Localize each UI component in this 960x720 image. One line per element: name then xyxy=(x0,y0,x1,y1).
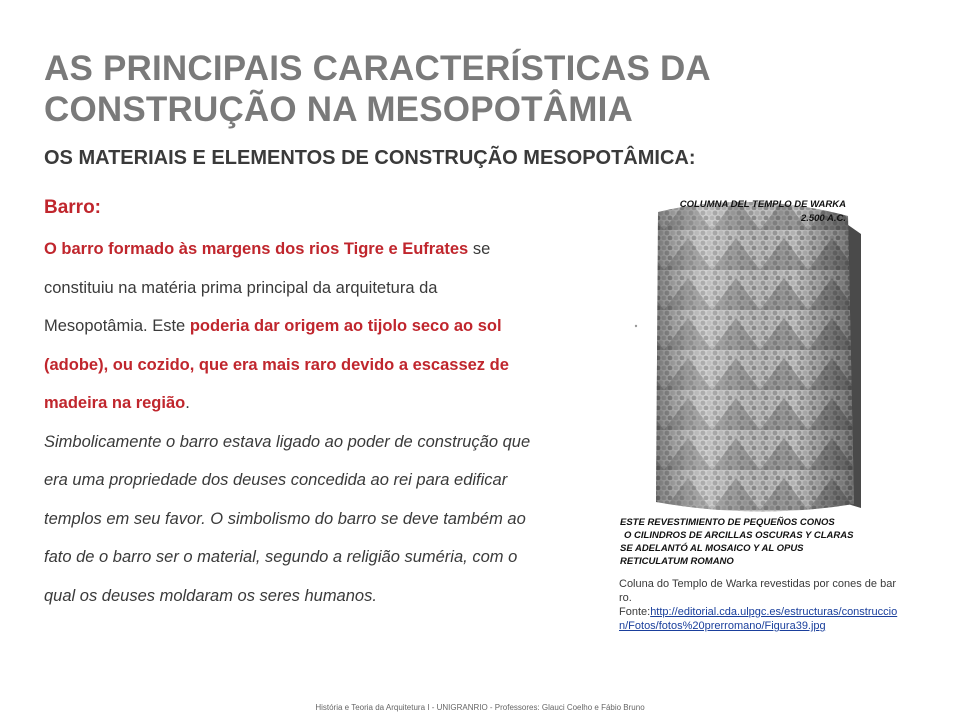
title-line-2: CONSTRUÇÃO NA MESOPOTÂMIA xyxy=(44,90,633,129)
paragraph-barro xyxy=(44,230,544,423)
paragraph-end: . xyxy=(185,394,190,412)
highlight-adobe: poderia dar origem ao tijolo seco ao sol (adobe), ou cozido, que era mais raro devido a escassez de madeira na região xyxy=(44,317,509,412)
caption-source-label: Fonte: xyxy=(619,606,651,618)
paragraph-symbolism: Simbolicamente o barro estava ligado ao poder de construção que era uma propriedade dos deuses concedida ao rei para edificar templos em seu favor. O simbolismo do barro se deve também ao fato de o barro ser o material, segundo a religião suméria, com o qual os deuses moldaram os seres humanos. xyxy=(44,432,531,605)
figure-caption xyxy=(619,577,899,633)
source-link[interactable]: http://editorial.cda.ulpgc.es/estructuras/construccion/Fotos/fotos%20prerromano/Figura39.jpg xyxy=(619,606,898,632)
slide-footer: História e Teoria da Arquitetura I - UNIGRANRIO - Professores: Glauci Coelho e Fábio Bruno xyxy=(315,703,645,712)
figure-label-title: COLUMNA DEL TEMPLO DE WARKA xyxy=(679,199,846,210)
figure-label-date: 2.500 A.C. xyxy=(800,213,846,224)
section-heading: Barro: xyxy=(44,197,102,218)
paragraph-text: se constituiu na matéria prima principal da arquitetura da Mesopotâmia. Este xyxy=(44,240,491,335)
highlight-rivers: O barro formado às margens dos rios Tigre e Eufrates xyxy=(44,240,469,258)
figure-label-line-1: ESTE REVESTIMIENTO DE PEQUEÑOS CONOS xyxy=(620,517,835,528)
caption-text: Coluna do Templo de Warka revestidas por cones de barro. xyxy=(619,578,896,604)
title-line-1: AS PRINCIPAIS CARACTERÍSTICAS DA xyxy=(44,49,711,88)
warka-column-figure xyxy=(616,190,898,578)
figure-label-line-3: SE ADELANTÓ AL MOSAICO Y AL OPUS xyxy=(620,543,804,554)
column-illustration xyxy=(616,190,898,578)
text-content xyxy=(44,196,544,615)
slide-subtitle: OS MATERIAIS E ELEMENTOS DE CONSTRUÇÃO MESOPOTÂMICA: xyxy=(44,147,696,169)
slide-title xyxy=(44,48,924,130)
figure-label-line-4: RETICULATUM ROMANO xyxy=(620,556,734,567)
figure-label-line-2: O CILINDROS DE ARCILLAS OSCURAS Y CLARAS xyxy=(624,530,854,541)
